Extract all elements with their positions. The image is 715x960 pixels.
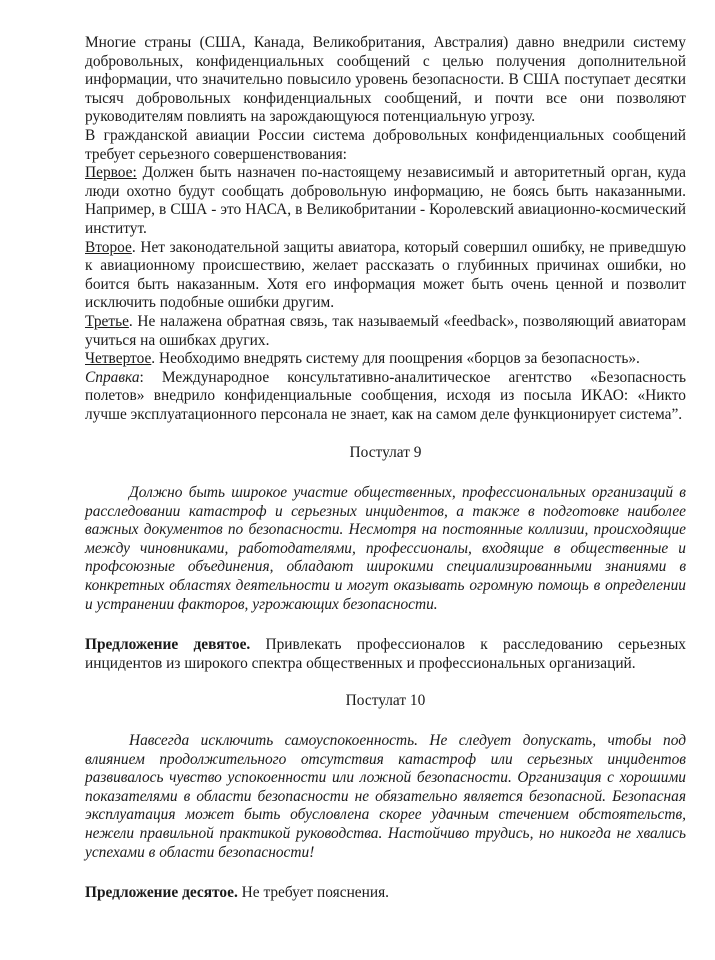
intro-paragraph-1: Многие страны (США, Канада, Великобритания, Австралия) давно внедрили систему добровольных, конфиденциальных сообщений с целью получения дополнительной информации, что значительно повысило уровень безопасности. В США поступает десятки тысяч добровольных конфиденциальных сообщений, и почти все они позволяют руководителям повлиять на зарождающуюся потенциальную угрозу. (85, 34, 686, 126)
spacer (85, 614, 686, 636)
point-fourth-text: . Необходимо внедрять систему для поощрения «борцов за безопасность». (151, 350, 640, 368)
postulate-9-body: Должно быть широкое участие общественных, профессиональных организаций в расследовании катастроф и серьезных инцидентов, а также в подготовке наиболее важных документов по безопасности. Несмотря на постоянные коллизии, происходящие между чиновниками, работодателями, профессионалы, входящие в общественные и профсоюзные объединения, обладают широкими специализированными знаниями в конкретных областях деятельности и могут оказывать огромную помощь в определении и устранении факторов, угрожающих безопасности. (85, 484, 686, 613)
spacer (85, 424, 686, 444)
point-second-text: . Нет законодательной защиты авиатора, который совершил ошибку, не приведшую к авиационному происшествию, желает рассказать о глубинных причинах ошибки, но боится быть наказанным. Хотя его информация может быть очень ценной и позволит исключить подобные ошибки другим. (85, 238, 686, 312)
point-fourth (85, 350, 686, 369)
proposal-10-label: Предложение десятое. (85, 884, 238, 902)
proposal-9 (85, 636, 686, 673)
proposal-9-label: Предложение девятое. (85, 636, 251, 654)
reference-note-label: Справка (85, 368, 140, 386)
point-third (85, 313, 686, 350)
point-first (85, 164, 686, 238)
point-third-text: . Не налажена обратная связь, так называемый «feedback», позволяющий авиаторам учиться на ошибках других. (85, 312, 686, 349)
spacer (85, 862, 686, 884)
point-first-label: Первое: (85, 164, 137, 182)
point-fourth-label: Четвертое (85, 350, 152, 368)
spacer (85, 673, 686, 692)
intro-paragraph-2: В гражданской авиации России система добровольных конфиденциальных сообщений требует серьезного совершенствования: (85, 126, 686, 163)
point-second-label: Второе (85, 238, 132, 256)
postulate-10-body: Навсегда исключить самоуспокоенность. Не следует допускать, чтобы под влиянием продолжительного отсутствия катастроф или серьезных инцидентов развивалось чувство успокоенности или ложной безопасности. Организация с хорошими показателями в области безопасности не обязательно является безопасной. Безопасная эксплуатация может быть обусловлена скорее удачным стечением обстоятельств, нежели правильной практикой руководства. Настойчиво трудись, но никогда не хвались успехами в области безопасности! (85, 732, 686, 861)
point-second (85, 239, 686, 313)
reference-note-text: : Международное консультативно-аналитическое агентство «Безопасность полетов» внедрило конфиденциальные сообщения, исходя из посыла ИКАО: «Никто лучше эксплуатационного персонала не знает, как на самом деле функционирует система”. (85, 368, 686, 423)
postulate-10-heading: Постулат 10 (345, 692, 426, 710)
point-third-label: Третье (85, 312, 129, 330)
postulate-9-heading: Постулат 9 (349, 444, 422, 462)
spacer (85, 463, 686, 484)
spacer (85, 711, 686, 732)
document-page (85, 34, 686, 903)
reference-note (85, 369, 686, 425)
proposal-10-text: Не требует пояснения. (237, 884, 390, 902)
point-first-text: Должен быть назначен по-настоящему независимый и авторитетный орган, куда люди охотно будут сообщать добровольную информацию, не боясь быть наказанными. Например, в США - это НАСА, в Великобритании - Королевский авиационно-космический институт. (85, 164, 686, 237)
proposal-9-text: Привлекать профессионалов к расследованию серьезных инцидентов из широкого спектра общественных и профессиональных организаций. (85, 636, 686, 672)
proposal-10 (85, 884, 686, 903)
